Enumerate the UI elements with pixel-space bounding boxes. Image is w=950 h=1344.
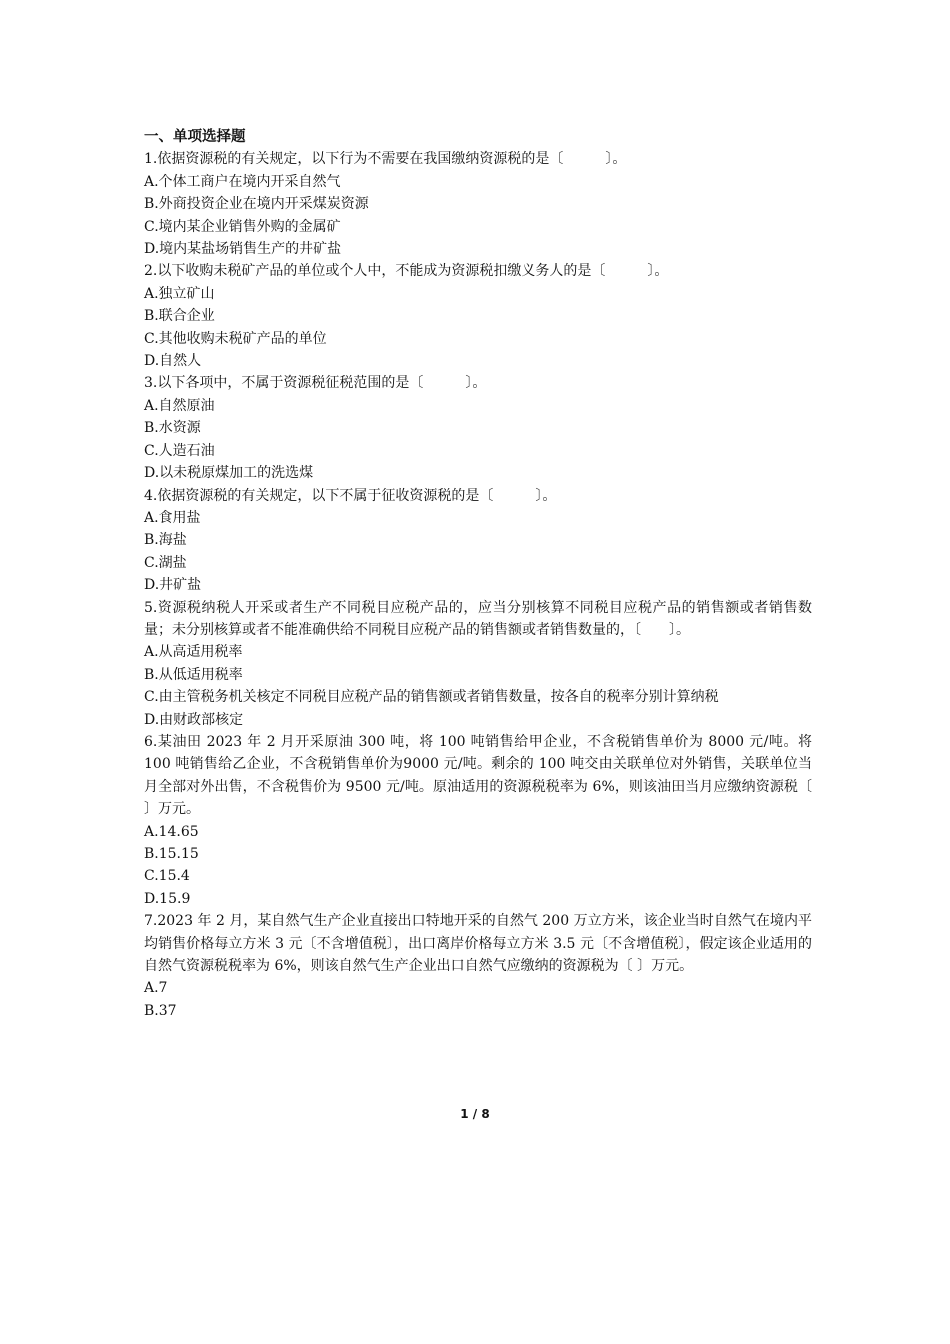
option-d: D.境内某盐场销售生产的井矿盐 bbox=[144, 241, 342, 258]
option-c: C.湖盐 bbox=[144, 554, 187, 571]
option-b: B.海盐 bbox=[144, 532, 187, 549]
option-b: B.37 bbox=[144, 1002, 177, 1019]
option-c: C.15.4 bbox=[144, 868, 190, 885]
option-b: B.从低适用税率 bbox=[144, 666, 243, 683]
question-6 bbox=[144, 731, 812, 910]
option-a: A.食用盐 bbox=[144, 509, 201, 526]
option-b: B.外商投资企业在境内开采煤炭资源 bbox=[144, 196, 369, 213]
option-b: B.15.15 bbox=[144, 846, 199, 862]
option-a: A.个体工商户在境内开采自然气 bbox=[144, 173, 341, 190]
question-stem: 5.资源税纳税人开采或者生产不同税目应税产品的，应当分别核算不同税目应税产品的销售额或者销售数量；未分别核算或者不能准确供给不同税目应税产品的销售额或者销售数量的，〔 〕。 bbox=[144, 599, 812, 638]
question-7 bbox=[144, 910, 812, 1022]
option-b: B.联合企业 bbox=[144, 308, 215, 325]
page-number: 1 / 8 bbox=[460, 1107, 490, 1121]
question-1 bbox=[144, 148, 812, 260]
option-a: A.14.65 bbox=[144, 823, 199, 840]
option-d: D.自然人 bbox=[144, 353, 202, 370]
document-body bbox=[144, 126, 812, 1022]
option-c: C.人造石油 bbox=[144, 442, 215, 459]
option-c: C.其他收购未税矿产品的单位 bbox=[144, 330, 327, 347]
option-a: A.自然原油 bbox=[144, 397, 215, 414]
option-d: D.由财政部核定 bbox=[144, 711, 244, 728]
option-c: C.境内某企业销售外购的金属矿 bbox=[144, 218, 341, 235]
question-3 bbox=[144, 372, 812, 484]
option-d: D.15.9 bbox=[144, 890, 191, 907]
option-b: B.水资源 bbox=[144, 420, 201, 437]
question-5 bbox=[144, 597, 812, 731]
section-title: 一、单项选择题 bbox=[144, 129, 246, 145]
option-a: A.7 bbox=[144, 980, 168, 997]
option-d: D.以未税原煤加工的洗选煤 bbox=[144, 465, 314, 482]
question-stem: 4.依据资源税的有关规定，以下不属于征收资源税的是〔 〕。 bbox=[144, 487, 557, 504]
option-a: A.独立矿山 bbox=[144, 285, 215, 302]
option-d: D.井矿盐 bbox=[144, 577, 202, 594]
question-4 bbox=[144, 485, 812, 597]
question-2 bbox=[144, 260, 812, 372]
question-stem: 3.以下各项中，不属于资源税征税范围的是〔 〕。 bbox=[144, 375, 487, 392]
question-stem: 1.依据资源税的有关规定，以下行为不需要在我国缴纳资源税的是〔 〕。 bbox=[144, 151, 627, 168]
option-c: C.由主管税务机关核定不同税目应税产品的销售额或者销售数量，按各自的税率分别计算纳税 bbox=[144, 689, 719, 706]
question-stem: 6.某油田 2023 年 2 月开采原油 300 吨，将 100 吨销售给甲企业，不含税销售单价为 8000 元/吨。将 100 吨销售给乙企业，不含税销售单价为9000 元/吨。剩余的 100 吨交由关联单位对外销售，关联单位当月全部对外出售，不含税售价为 9500 元/吨。原油适用的资源税税率为 6%，则该油田当月应缴纳资源税〔 〕万元。 bbox=[144, 733, 812, 818]
option-a: A.从高适用税率 bbox=[144, 644, 243, 661]
question-stem: 7.2023 年 2 月，某自然气生产企业直接出口特地开采的自然气 200 万立方米，该企业当时自然气在境内平均销售价格每立方米 3 元〔不含增值税〕，出口离岸价格每立方米 3.5 元〔不含增值税〕，假定该企业适用的自然气资源税税率为 6%，则该自然气生产企业出口自然气应缴纳的资源税为〔 〕万元。 bbox=[144, 913, 812, 975]
question-stem: 2.以下收购未税矿产品的单位或个人中，不能成为资源税扣缴义务人的是〔 〕。 bbox=[144, 263, 669, 280]
